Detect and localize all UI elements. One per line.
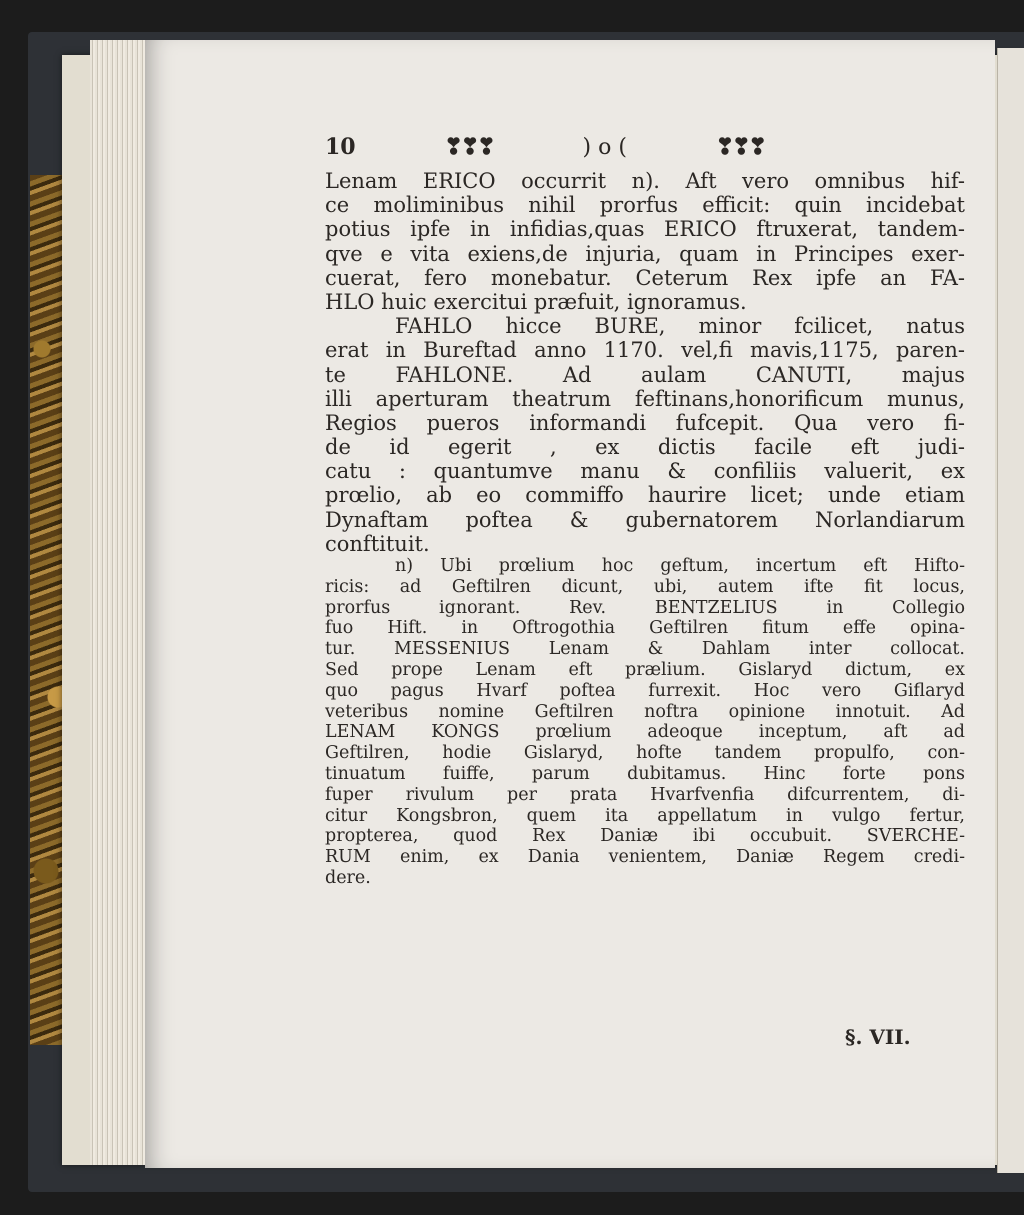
ornament-left: ❣❣❣ bbox=[444, 134, 494, 160]
body-line: ce moliminibus nihil prorfus efficit: quin incidebat bbox=[325, 193, 965, 218]
body-line: te FAHLONE. Ad aulam CANUTI, majus bbox=[325, 362, 965, 387]
page-number: 10 bbox=[325, 134, 356, 160]
footnote-line: tinuatum fuiffe, parum dubitamus. Hinc forte pons bbox=[325, 763, 965, 784]
body-line: de id egerit , ex dictis facile eft judi- bbox=[325, 435, 965, 460]
footnote-line: ricis: ad Geftilren dicunt, ubi, autem ifte fit locus, bbox=[325, 576, 965, 597]
running-header bbox=[325, 125, 765, 169]
body-line: Regios pueros informandi fufcepit. Qua vero fi- bbox=[325, 410, 965, 435]
footnote-line: quo pagus Hvarf poftea furrexit. Hoc vero Giflaryd bbox=[325, 680, 965, 701]
body-line: HLO huic exercitui præfuit, ignoramus. bbox=[325, 289, 747, 314]
footnote bbox=[325, 556, 965, 889]
header-center: ) o ( bbox=[582, 134, 627, 160]
footnote-line: prorfus ignorant. Rev. BENTZELIUS in Collegio bbox=[325, 597, 965, 618]
footnote-line: veteribus nomine Geftilren noftra opinione innotuit. Ad bbox=[325, 701, 965, 722]
footnote-line: dere. bbox=[325, 867, 371, 888]
ornament-right: ❣❣❣ bbox=[715, 134, 765, 160]
footnote-line: LENAM KONGS prœlium adeoque inceptum, aft ad bbox=[325, 722, 965, 743]
footnote-line: n) Ubi prœlium hoc geftum, incertum eft Hifto- bbox=[395, 556, 965, 576]
page-text bbox=[325, 125, 965, 889]
next-page-edge bbox=[997, 48, 1024, 1173]
body-line: erat in Bureftad anno 1170. vel,fi mavis,1175, paren- bbox=[325, 338, 965, 363]
catchword: §. VII. bbox=[845, 1025, 911, 1049]
footnote-line: Geftilren, hodie Gislaryd, hofte tandem propulfo, con- bbox=[325, 743, 965, 764]
body-line: potius ipfe in infidias,quas ERICO ftruxerat, tandem- bbox=[325, 217, 965, 242]
footnote-line: RUM enim, ex Dania venientem, Daniæ Regem credi- bbox=[325, 847, 965, 868]
body-line: Dynaftam poftea & gubernatorem Norlandiarum bbox=[325, 507, 965, 532]
body-line: cuerat, fero monebatur. Ceterum Rex ipfe an FA- bbox=[325, 265, 965, 290]
body-line: illi aperturam theatrum feftinans,honorificum munus, bbox=[325, 386, 965, 411]
footnote-line: fuo Hift. in Oftrogothia Geftilren fitum effe opina- bbox=[325, 618, 965, 639]
footnote-line: propterea, quod Rex Daniæ ibi occubuit. SVERCHE- bbox=[325, 826, 965, 847]
footnote-line: fuper rivulum per prata Hvarfvenfia difcurrentem, di- bbox=[325, 784, 965, 805]
footnote-line: Sed prope Lenam eft prælium. Gislaryd dictum, ex bbox=[325, 659, 965, 680]
body-line: catu : quantumve manu & confiliis valuerit, ex bbox=[325, 459, 965, 484]
body-line: conftituit. bbox=[325, 531, 430, 556]
body-line: FAHLO hicce BURE, minor fcilicet, natus bbox=[395, 314, 965, 339]
footnote-line: tur. MESSENIUS Lenam & Dahlam inter collocat. bbox=[325, 639, 965, 660]
body-paragraphs bbox=[325, 169, 965, 556]
page-edges bbox=[90, 40, 150, 1165]
body-line: prœlio, ab eo commiffo haurire licet; unde etiam bbox=[325, 483, 965, 508]
body-line: Lenam ERICO occurrit n). Aft vero omnibus hif- bbox=[325, 169, 965, 193]
footnote-line: citur Kongsbron, quem ita appellatum in vulgo fertur, bbox=[325, 805, 965, 826]
body-line: qve e vita exiens,de injuria, quam in Principes exer- bbox=[325, 241, 965, 266]
